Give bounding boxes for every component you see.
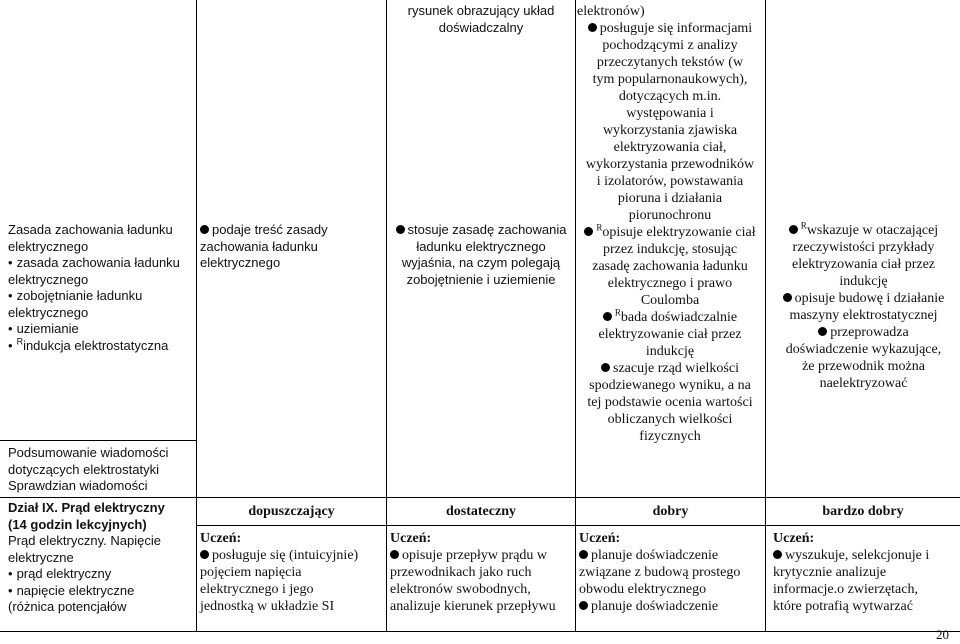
bullet-icon [603,312,612,321]
grade-header-very-good: bardzo dobry [822,504,904,519]
grade-header-satisfactory: dostateczny [446,504,516,519]
grid-line-v1 [196,0,197,631]
section-topic: elektryczne [8,549,74,565]
grid-line-h1 [0,440,197,441]
grade-header-good: dobry [652,504,689,519]
page-number: 20 [936,627,949,642]
extended-requirement-mark: R [16,336,24,347]
bullet-icon [200,550,209,559]
topic-cell-charge-conservation [8,222,194,354]
topic-item: • prąd elektryczny [8,566,112,581]
topic-item-cont: (różnica potencjałów [8,599,127,614]
section-title: Dział IX. Prąd elektryczny [8,500,165,515]
grid-line-h3 [196,525,960,526]
topic-item: • zobojętnianie ładunku [8,288,143,303]
topic-item: • zasada zachowania ładunku [8,255,180,270]
bullet-icon [818,327,827,336]
requirement-cell-very-good-lower: Uczeń: wyszukuje, selekcjonuje i krytycznie analizuje informacje.o zwierzętach, które potrafią wytwarzać [773,530,958,615]
bullet-icon [390,550,399,559]
bullet-icon [789,225,798,234]
bullet-icon [773,550,782,559]
bullet-icon [588,23,597,32]
grade-header-pass: dopuszczający [248,504,335,519]
student-label: Uczeń: [773,531,815,546]
summary-cell: Podsumowanie wiadomości dotyczących elektrostatyki Sprawdzian wiadomości [8,445,169,493]
requirement-cell-good: elektronów) posługuje się informacjami pochodzącymi z analizy przeczytanych tekstów (w tym popularnonaukowych), dotyczących m.in. występowania i wykorzystania zjawiska elektryzowania ciał, wykorzystania przewodników i izolatorów, powstawania pioruna i działania piorunochronu $^R$opisuje elektryzowanie ciał przez indukcję, stosując zasadę zachowania ładunku elektrycznego i prawo Coulomba $^R$bada doświadczalnie elektryzowanie ciał przez indukcję szacuje rząd wielkości spodziewanego wyniku, a na tej podstawie ocenia wartości obliczanych wielkości fizycznych [577,4,756,444]
bullet-icon [584,227,593,236]
section-topic: Prąd elektryczny. Napięcie [8,533,161,548]
requirement-cell-pass-lower: Uczeń: posługuje się (intuicyjnie) pojęciem napięcia elektrycznego i jego jednostką w układzie SI [200,530,384,615]
student-label: Uczeń: [200,531,242,546]
student-label: Uczeń: [390,531,432,546]
grid-line-h2 [0,497,960,498]
grid-line-h4 [0,631,960,632]
topic-item-cont: elektrycznego [8,304,89,320]
section-title: (14 godzin lekcyjnych) [8,516,147,532]
requirement-cell-satisfactory-lower: Uczeń: opisuje przepływ prądu w przewodnikach jako ruch elektronów swobodnych, analizuje kierunek przepływu [390,530,574,615]
grid-line-v3 [575,0,576,631]
bullet-icon [783,293,792,302]
topic-title: Zasada zachowania ładunku [8,222,173,237]
requirement-cell-satisfactory: stosuje zasadę zachowania ładunku elektrycznego wyjaśnia, na czym polegają zobojętnienie i uziemienie [388,222,574,288]
bullet-icon [579,550,588,559]
topic-item: • $^R$indukcja elektrostatyczna [8,336,169,353]
bullet-icon [601,363,610,372]
bullet-icon [579,601,588,610]
section-cell [8,500,194,616]
student-label: Uczeń: [579,531,621,546]
grid-line-v4 [765,0,766,631]
topic-item: • napięcie elektryczne [8,582,135,598]
requirement-cell-pass: podaje treść zasady zachowania ładunku elektrycznego [200,222,328,270]
topic-item-cont: elektrycznego [8,271,89,287]
topic-item: • uziemianie [8,321,79,336]
requirement-cell-very-good: $^R$wskazuje w otaczającej rzeczywistości przykłady elektryzowania ciał przez indukcję opisuje budowę i działanie maszyny elektrostatycznej przeprowadza doświadczenie wykazujące, że przewodnik można naelektryzować [767,222,960,392]
topic-title: elektrycznego [8,238,89,254]
requirement-cell-satisfactory-top: rysunek obrazujący układ doświadczalny [407,3,555,35]
bullet-icon [396,225,405,234]
grid-line-v2 [386,0,387,631]
requirement-cell-good-lower: Uczeń: planuje doświadczenie związane z budową prostego obwodu elektrycznego planuje doświadczenie [579,530,763,615]
bullet-icon [200,225,209,234]
